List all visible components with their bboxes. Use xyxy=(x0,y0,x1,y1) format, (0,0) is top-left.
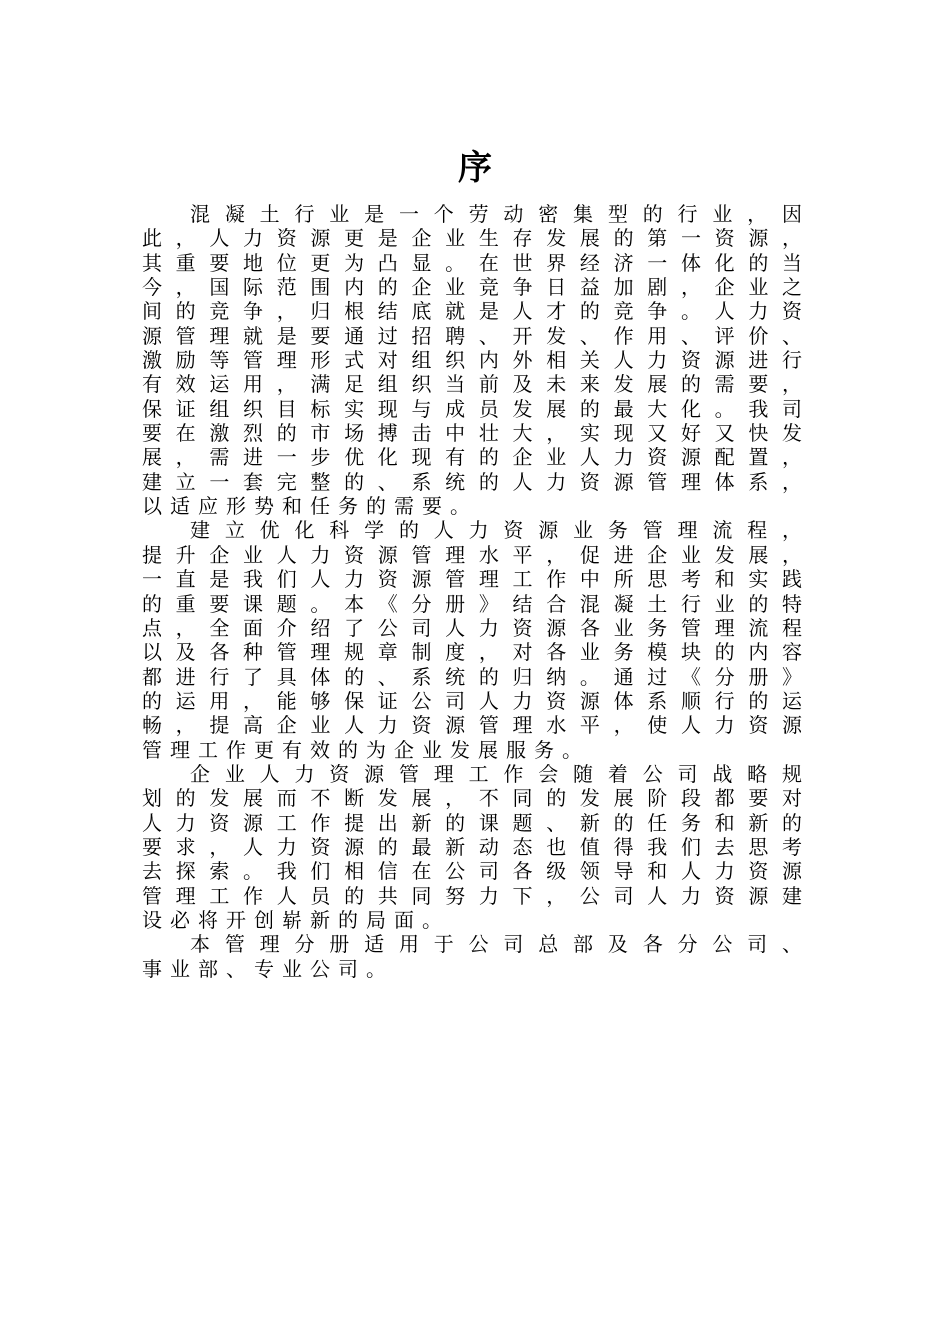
page-title: 序 xyxy=(458,148,492,188)
text-line: 的重要课题。本《分册》结合混凝土行业的特 xyxy=(142,591,802,616)
text-line: 去探索。我们相信在公司各级领导和人力资源 xyxy=(142,859,802,884)
text-line: 管理工作更有效的为企业发展服务。 xyxy=(142,737,590,762)
text-line: 保证组织目标实现与成员发展的最大化。我司 xyxy=(142,396,802,421)
text-line: 源管理就是要通过招聘、开发、作用、评价、 xyxy=(142,323,802,348)
text-line: 管理工作人员的共同努力下，公司人力资源建 xyxy=(142,883,802,908)
text-line: 本管理分册适用于公司总部及各分公司、 xyxy=(190,932,802,957)
text-line: 建立优化科学的人力资源业务管理流程， xyxy=(190,518,802,543)
text-line: 以及各种管理规章制度，对各业务模块的内容 xyxy=(142,640,802,665)
text-line: 以适应形势和任务的需要。 xyxy=(142,494,478,519)
text-line: 今，国际范围内的企业竞争日益加剧，企业之 xyxy=(142,275,802,300)
text-line: 的运用，能够保证公司人力资源体系顺行的运 xyxy=(142,688,802,713)
text-line: 都进行了具体的、系统的归纳。通过《分册》 xyxy=(142,664,802,689)
text-line: 畅，提高企业人力资源管理水平，使人力资源 xyxy=(142,713,802,738)
text-line: 设必将开创崭新的局面。 xyxy=(142,907,450,932)
text-line: 展，需进一步优化现有的企业人力资源配置， xyxy=(142,445,802,470)
text-line: 提升企业人力资源管理水平，促进企业发展， xyxy=(142,542,802,567)
text-line: 激励等管理形式对组织内外相关人力资源进行 xyxy=(142,348,802,373)
text-line: 其重要地位更为凸显。在世界经济一体化的当 xyxy=(142,250,802,275)
text-line: 一直是我们人力资源管理工作中所思考和实践 xyxy=(142,567,802,592)
text-line: 要在激烈的市场搏击中壮大，实现又好又快发 xyxy=(142,421,802,446)
text-line: 企业人力资源管理工作会随着公司战略规 xyxy=(190,761,802,786)
text-line: 有效运用，满足组织当前及未来发展的需要， xyxy=(142,372,802,397)
text-line: 建立一套完整的、系统的人力资源管理体系， xyxy=(142,469,802,494)
text-line: 点，全面介绍了公司人力资源各业务管理流程 xyxy=(142,615,802,640)
document-body xyxy=(142,202,802,981)
text-line: 间的竞争，归根结底就是人才的竞争。人力资 xyxy=(142,299,802,324)
text-line: 混凝土行业是一个劳动密集型的行业，因 xyxy=(190,202,802,226)
text-line: 划的发展而不断发展，不同的发展阶段都要对 xyxy=(142,786,802,811)
text-line: 此，人力资源更是企业生存发展的第一资源， xyxy=(142,226,802,251)
text-line: 人力资源工作提出新的课题、新的任务和新的 xyxy=(142,810,802,835)
text-line: 事业部、专业公司。 xyxy=(142,956,394,981)
text-line: 要求，人力资源的最新动态也值得我们去思考 xyxy=(142,834,802,859)
